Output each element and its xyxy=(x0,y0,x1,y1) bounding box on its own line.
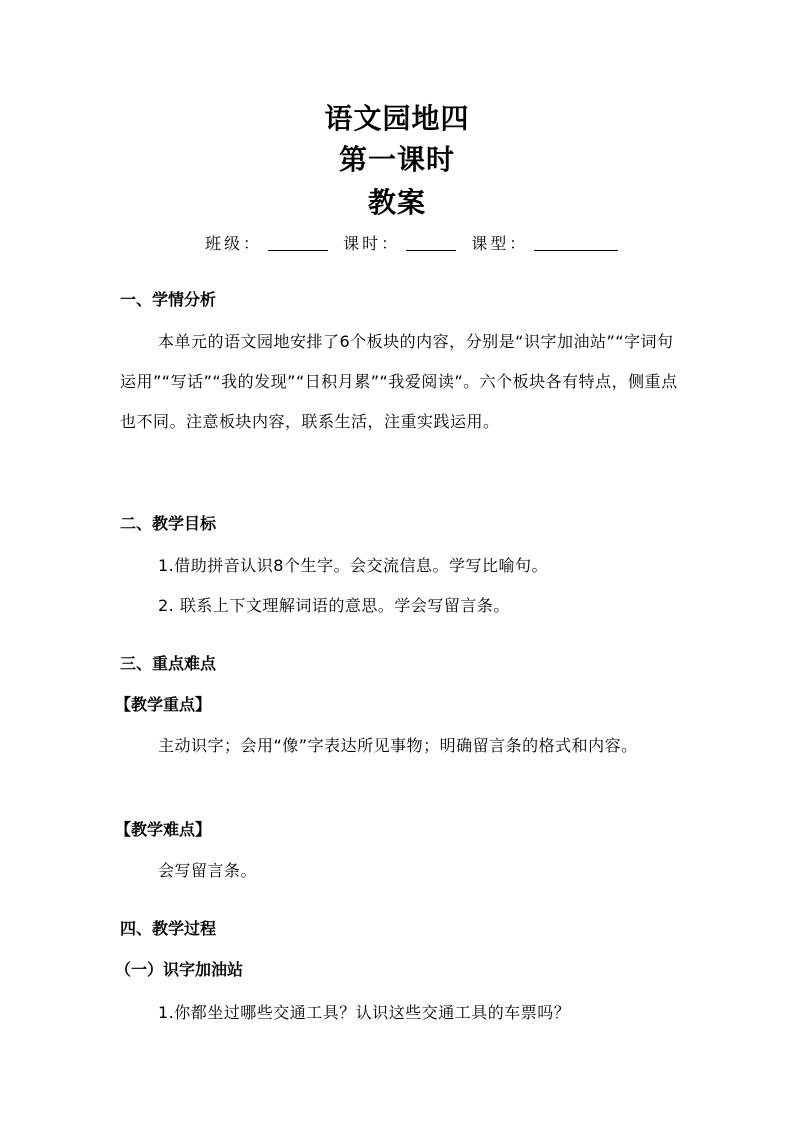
section-heading-process: 四、教学过程 xyxy=(120,919,217,938)
hours-blank xyxy=(406,232,456,251)
key-point-text: 主动识字；会用“像”字表达所见事物；明确留言条的格式和内容。 xyxy=(158,736,638,755)
lesson-meta-line xyxy=(205,230,628,258)
subsection-heading-literacy: （一）识字加油站 xyxy=(115,960,244,979)
section-heading-goals: 二、教学目标 xyxy=(120,514,217,533)
analysis-paragraph: 本单元的语文园地安排了6个板块的内容，分别是“识字加油站”“字词句运用”“写话”“我的发现”“日积月累”“我爱阅读”。六个板块各有特点，侧重点也不同。注意板块内容，联系生活，注重实践运用。 xyxy=(120,332,678,431)
doc-type-title: 教案 xyxy=(367,186,426,219)
key-point-label: 【教学重点】 xyxy=(115,695,212,714)
difficult-point-text: 会写留言条。 xyxy=(158,861,258,880)
goal-item-2: 2. 联系上下文理解词语的意思。学会写留言条。 xyxy=(158,596,510,615)
class-blank xyxy=(268,232,328,251)
type-blank xyxy=(534,232,618,251)
class-label: 班级： xyxy=(205,234,263,253)
process-item-1: 1.你都坐过哪些交通工具？认识这些交通工具的车票吗？ xyxy=(158,1003,571,1022)
section-heading-analysis: 一、学情分析 xyxy=(120,290,217,309)
difficult-point-label: 【教学难点】 xyxy=(115,820,212,839)
lesson-subtitle: 第一课时 xyxy=(338,143,455,176)
hours-label: 课时： xyxy=(343,234,401,253)
document-title: 语文园地四 xyxy=(324,102,470,135)
goal-item-1: 1.借助拼音认识8个生字。会交流信息。学写比喻句。 xyxy=(158,556,548,575)
type-label: 课型： xyxy=(471,234,529,253)
section-heading-key-points: 三、重点难点 xyxy=(120,654,217,673)
